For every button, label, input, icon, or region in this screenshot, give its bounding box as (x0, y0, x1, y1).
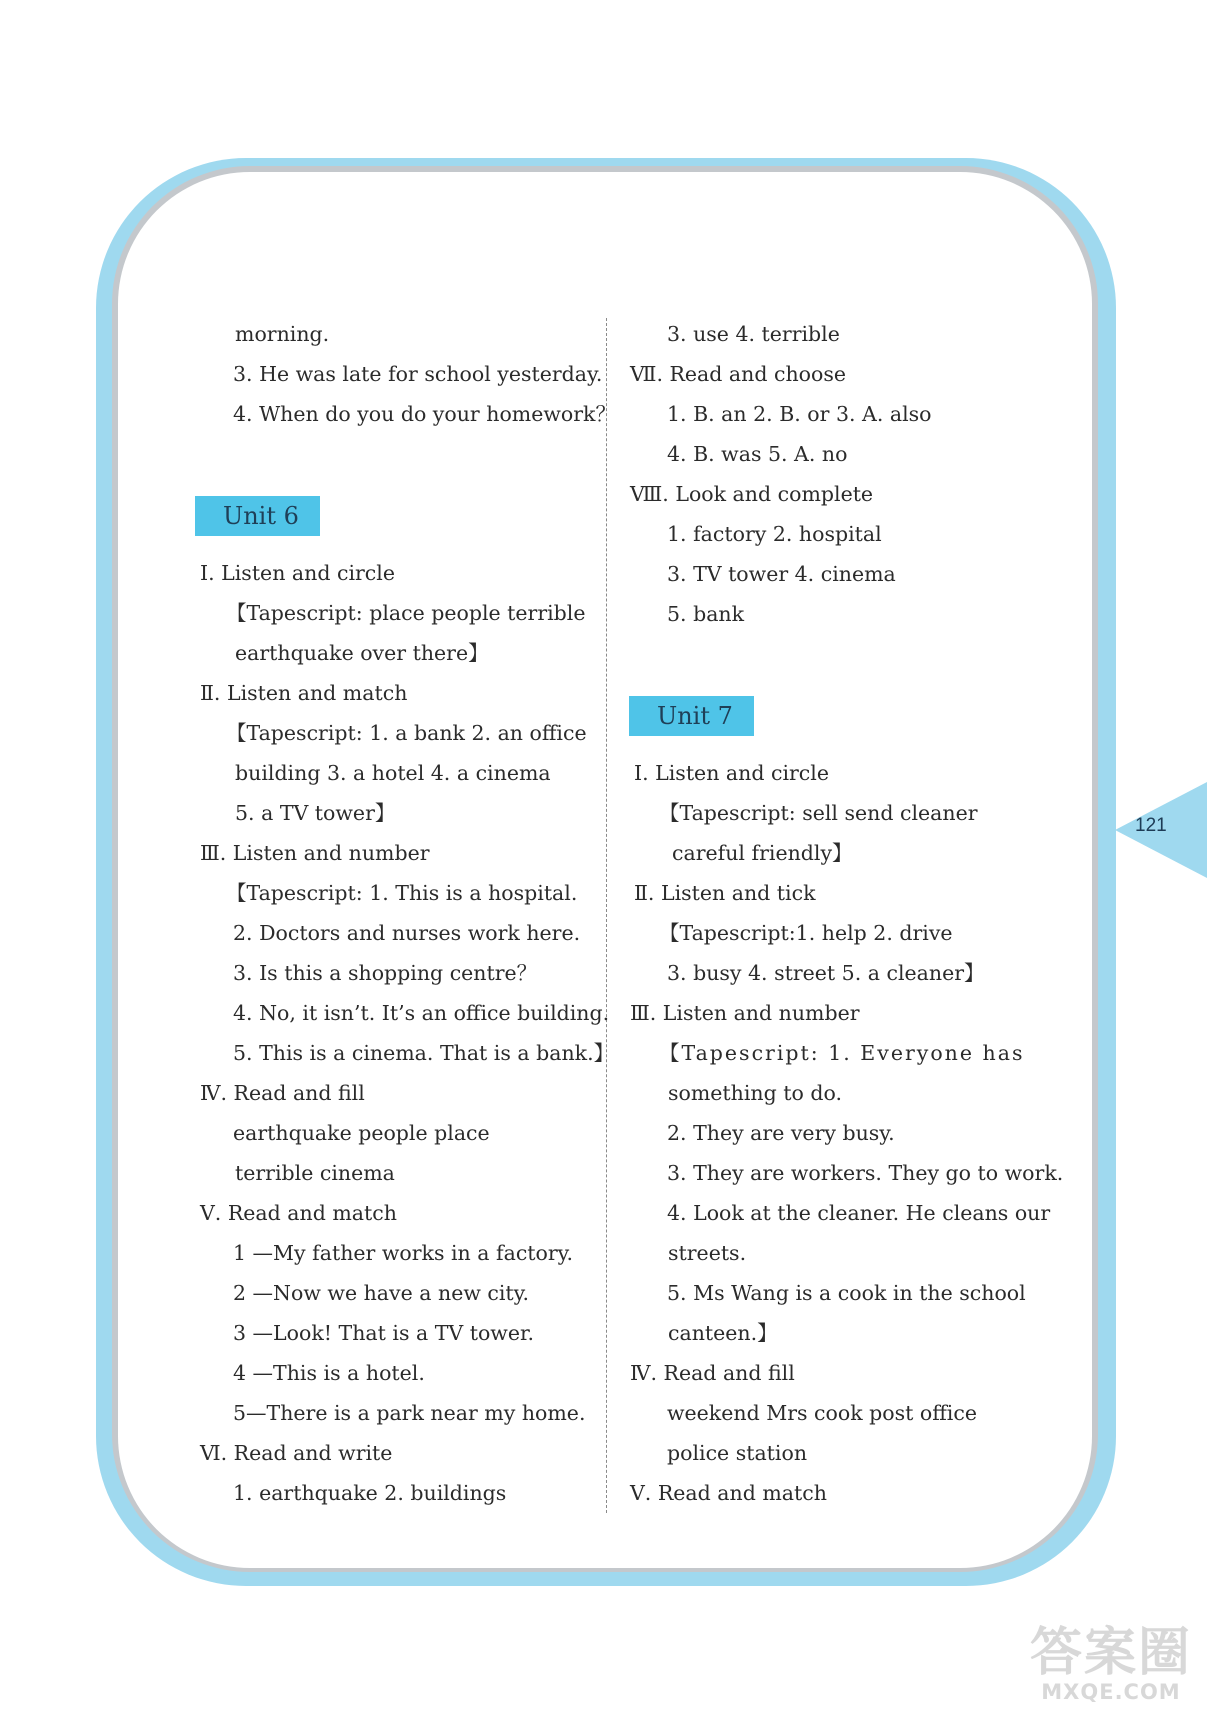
tapescript-line: 【Tapescript: 1. Everyone has (659, 1041, 1025, 1065)
answer-line: 4 —This is a hotel. (233, 1361, 425, 1385)
tapescript-line: careful friendly】 (672, 841, 853, 865)
unit-7-heading: Unit 7 (629, 696, 754, 736)
section-heading: Ⅱ. Listen and tick (634, 881, 816, 905)
section-heading: Ⅳ. Read and fill (630, 1361, 795, 1385)
tapescript-line: streets. (668, 1241, 747, 1265)
tapescript-line: 2. They are very busy. (667, 1121, 895, 1145)
section-heading: Ⅱ. Listen and match (200, 681, 408, 705)
watermark-text: 答案圈 (1030, 1623, 1193, 1683)
tapescript-line: 4. No, it isn’t. It’s an office building. (233, 1001, 610, 1025)
column-divider (606, 318, 607, 1513)
section-heading: Ⅰ. Listen and circle (634, 761, 829, 785)
answer-line: 1 —My father works in a factory. (233, 1241, 574, 1265)
watermark-logo (1030, 1625, 1192, 1703)
tapescript-line: 【Tapescript: 1. a bank 2. an office (226, 721, 587, 745)
answer-line: 1. B. an 2. B. or 3. A. also (667, 402, 932, 426)
answer-line: 5—There is a park near my home. (233, 1401, 586, 1425)
answer-line: weekend Mrs cook post office (667, 1401, 977, 1425)
section-heading: Ⅷ. Look and complete (630, 482, 874, 506)
answer-line: 3. use 4. terrible (667, 322, 840, 346)
answer-line: morning. (235, 322, 330, 346)
unit-6-heading: Unit 6 (195, 496, 320, 536)
tapescript-line: canteen.】 (668, 1321, 778, 1345)
tapescript-line: building 3. a hotel 4. a cinema (235, 761, 551, 785)
section-heading: Ⅰ. Listen and circle (200, 561, 395, 585)
tapescript-line: 【Tapescript: place people terrible (226, 601, 586, 625)
tapescript-line: 【Tapescript: 1. This is a hospital. (226, 881, 578, 905)
tapescript-line: 【Tapescript:1. help 2. drive (659, 921, 953, 945)
section-heading: Ⅴ. Read and match (200, 1201, 397, 1225)
tapescript-line: 5. a TV tower】 (235, 801, 396, 825)
answer-line: 3. He was late for school yesterday. (233, 362, 603, 386)
tapescript-line: earthquake over there】 (235, 641, 489, 665)
tapescript-line: 5. Ms Wang is a cook in the school (667, 1281, 1026, 1305)
answer-line: 1. earthquake 2. buildings (233, 1481, 507, 1505)
section-heading: Ⅵ. Read and write (200, 1441, 393, 1465)
answer-line: terrible cinema (235, 1161, 395, 1185)
answer-line: 3. TV tower 4. cinema (667, 562, 896, 586)
section-heading: Ⅲ. Listen and number (630, 1001, 860, 1025)
tapescript-line: 5. This is a cinema. That is a bank.】 (233, 1041, 615, 1065)
answer-line: 2 —Now we have a new city. (233, 1281, 530, 1305)
answer-line: 5. bank (667, 602, 745, 626)
tapescript-line: 3. busy 4. street 5. a cleaner】 (667, 961, 985, 985)
tapescript-line: 【Tapescript: sell send cleaner (659, 801, 978, 825)
answer-line: police station (667, 1441, 808, 1465)
answer-line: 4. B. was 5. A. no (667, 442, 848, 466)
tapescript-line: 3. Is this a shopping centre？ (233, 961, 538, 985)
answer-line: 1. factory 2. hospital (667, 522, 882, 546)
section-heading: Ⅶ. Read and choose (630, 362, 847, 386)
tapescript-line: 2. Doctors and nurses work here. (233, 921, 581, 945)
tapescript-line: something to do. (668, 1081, 842, 1105)
page-number: 121 (1135, 815, 1167, 836)
tapescript-line: 4. Look at the cleaner. He cleans our (667, 1201, 1051, 1225)
section-heading: Ⅳ. Read and fill (200, 1081, 365, 1105)
watermark-url: MXQE.COM (1041, 1680, 1181, 1704)
section-heading: Ⅴ. Read and match (630, 1481, 827, 1505)
tapescript-line: 3. They are workers. They go to work. (667, 1161, 1064, 1185)
answer-line: earthquake people place (233, 1121, 490, 1145)
answer-line: 3 —Look! That is a TV tower. (233, 1321, 535, 1345)
answer-line: 4. When do you do your homework？ (233, 402, 616, 426)
section-heading: Ⅲ. Listen and number (200, 841, 430, 865)
